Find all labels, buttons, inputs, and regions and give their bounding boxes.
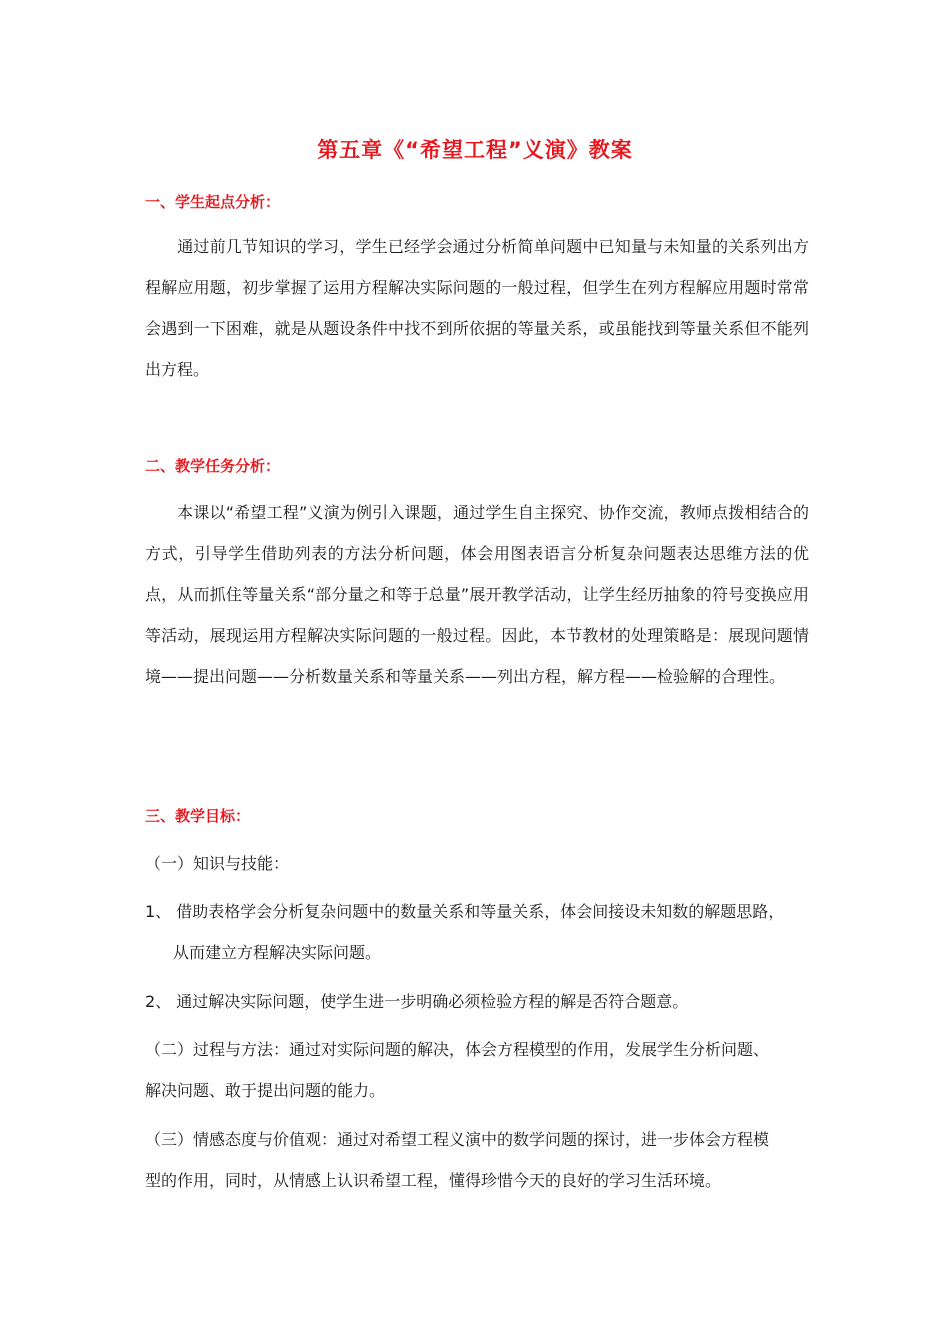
objective-item-1-line-2: 从而建立方程解决实际问题。 bbox=[173, 943, 382, 962]
document-title: 第五章《“希望工程”义演》教案 bbox=[317, 138, 633, 162]
paragraph-text: 本课以“希望工程”义演为例引入课题，通过学生自主探究、协作交流，教师点拨相结合的方式，引导学生借助列表的方法分析问题，体会用图表语言分析复杂问题表达思维方法的优点，从而抓住等量关系“部分量之和等于总量”展开教学活动，让学生经历抽象的符号变换应用等活动，展现运用方程解决实际问题的一般过程。因此，本节教材的处理策略是：展现问题情境——提出问题——分析数量关系和等量关系——列出方程，解方程——检验解的合理性。 bbox=[145, 503, 809, 686]
section-heading-task-analysis: 二、教学任务分析： bbox=[145, 457, 281, 475]
objective-emotion-line-1: （三）情感态度与价值观：通过对希望工程义演中的数学问题的探讨，进一步体会方程模 bbox=[145, 1130, 770, 1149]
paragraph-text: 通过前几节知识的学习，学生已经学会通过分析简单问题中已知量与未知量的关系列出方程解应用题，初步掌握了运用方程解决实际问题的一般过程，但学生在列方程解应用题时常常会遇到一下困难，就是从题设条件中找不到所依据的等量关系，或虽能找到等量关系但不能列出方程。 bbox=[145, 237, 809, 379]
objective-emotion-line-2: 型的作用，同时，从情感上认识希望工程，懂得珍惜今天的良好的学习生活环境。 bbox=[145, 1171, 722, 1190]
objective-process-line-2: 解决问题、敢于提出问题的能力。 bbox=[145, 1081, 386, 1100]
paragraph-task-analysis bbox=[145, 492, 809, 697]
objective-process-line-1: （二）过程与方法：通过对实际问题的解决，体会方程模型的作用，发展学生分析问题、 bbox=[145, 1040, 770, 1059]
paragraph-student-analysis bbox=[145, 226, 809, 390]
objective-item-1-line-1: 1、 借助表格学会分析复杂问题中的数量关系和等量关系，体会间接设未知数的解题思路， bbox=[145, 902, 785, 921]
section-heading-student-analysis: 一、学生起点分析： bbox=[145, 193, 281, 211]
section-heading-objectives: 三、教学目标： bbox=[145, 807, 251, 825]
objective-knowledge-heading: （一）知识与技能： bbox=[145, 854, 290, 873]
objective-item-2: 2、 通过解决实际问题，使学生进一步明确必须检验方程的解是否符合题意。 bbox=[145, 992, 689, 1011]
